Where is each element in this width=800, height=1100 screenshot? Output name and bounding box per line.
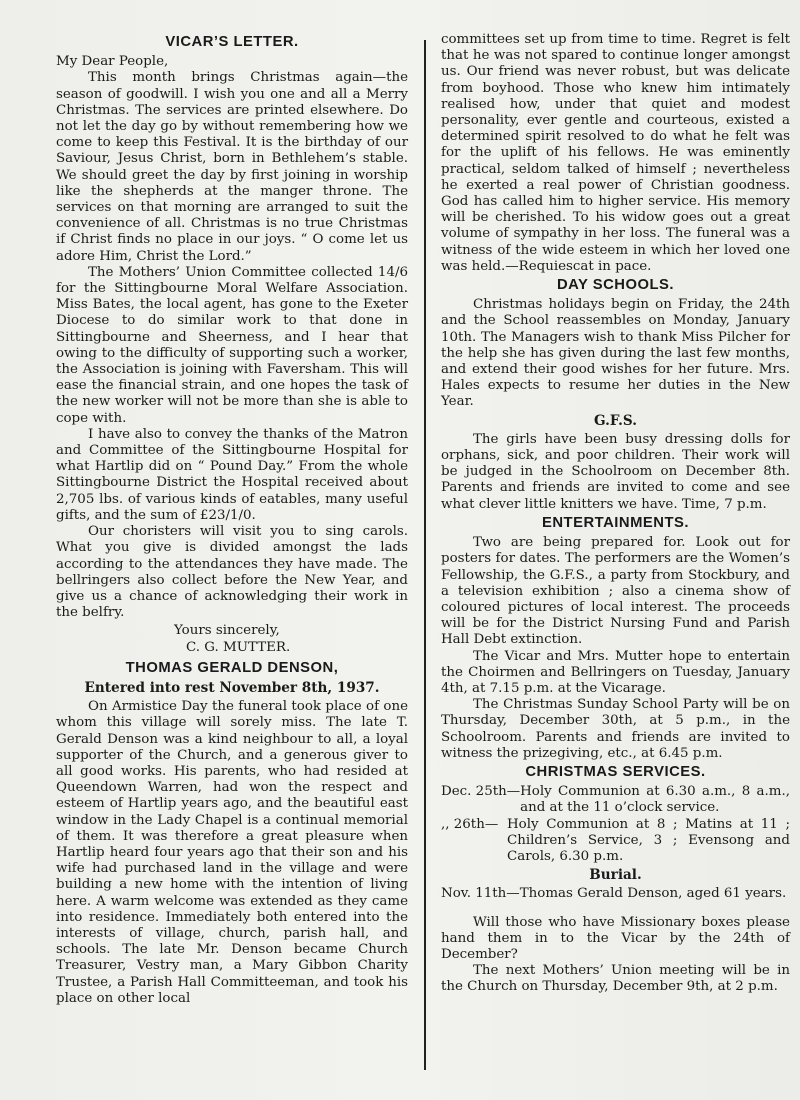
burial-entry — [441, 886, 790, 902]
service-text: Holy Communion at 6.30 a.m., 8 a.m., and at the 11 o’clock service. — [520, 784, 790, 816]
entertainments-heading: ENTERTAINMENTS. — [542, 514, 689, 531]
burial-heading: Burial. — [589, 867, 642, 884]
letter-paragraph: This month brings Christmas again—the season of goodwill. I wish you one and all a Merry Christmas. The services are printed elsewhere. Do not let the day go by without remembering how we come to keep this Festival. It is the birthday of our Saviour, Jesus Christ, born in Bethlehem’s stable. We should greet the day by first joining in worship like the shepherds at the manger throne. The services on that morning are arranged to suit the convenience of all. Christmas is no true Christmas if Christ finds no place in our joys. “ O come let us adore Him, Christ the Lord.” — [56, 70, 408, 264]
entertainments-text: Two are being prepared for. Look out for posters for dates. The performers are the Women’s Fellowship, the G.F.S., a party from Stockbury, and a television exhibition ; also a cinema show of coloured pictures of local interest. The proceeds will be for the District Nursing Fund and Parish Hall Debt extinction. — [441, 535, 790, 648]
letter-closing: Yours sincerely, — [174, 623, 280, 639]
burial-date: Nov. 11th— — [441, 886, 520, 902]
obituary-heading: THOMAS GERALD DENSON, — [125, 659, 339, 676]
service-date: Dec. 25th— — [441, 784, 521, 800]
letter-paragraph: The Mothers’ Union Committee collected 14/6 for the Sittingbourne Moral Welfare Association. Miss Bates, the local agent, has gone to the Exeter Diocese to do similar work to that done in Sittingbourne and Sheerness, and I hear that owing to the difficulty of supporting such a worker, the Association is joining with Faversham. This will ease the financial strain, and one hopes the task of the new worker will not be more than she is able to cope with. — [56, 264, 408, 426]
service-entry — [441, 817, 790, 866]
day-schools-text: Christmas holidays begin on Friday, the 24th and the School reassembles on Monday, January 10th. The Managers wish to thank Miss Pilcher for the help she has given during the last few months, and extend their good wishes for her future. Mrs. Hales expects to resume her duties in the New Year. — [441, 297, 790, 410]
gfs-heading: G.F.S. — [594, 412, 637, 429]
entertainments-text: The Christmas Sunday School Party will be on Thursday, December 30th, at 5 p.m., in the Schoolroom. Parents and friends are invited to witness the prizegiving, etc., at 6.45 p.m. — [441, 697, 790, 761]
left-column — [56, 32, 408, 1007]
vicars-letter-heading: VICAR’S LETTER. — [165, 34, 299, 50]
service-date: ,, 26th— — [441, 816, 499, 832]
missionary-notice: Will those who have Missionary boxes please hand them in to the Vicar by the 24th of December? — [441, 914, 790, 962]
obituary-paragraph: On Armistice Day the funeral took place of one whom this village will sorely miss. The late T. Gerald Denson was a kind neighbour to all, a loyal supporter of the Church, and a generous giver to all good works. His parents, who had resided at Queendown Warren, had won the respect and esteem of Hartlip years ago, and the beautiful east window in the Lady Chapel is a continual memorial of them. It was therefore a great pleasure when Hartlip heard four years ago that their son and his wife had purchased land in the village and were building a new home with the intention of living here. A warm welcome was extended as they came into residence. Immediately both entered into the interests of village, church, parish hall, and schools. The late Mr. Denson became Church Treasurer, Vestry man, a Mary Gibbon Charity Trustee, a Parish Hall Committeeman, and took his place on other local — [56, 699, 408, 1006]
day-schools-heading: DAY SCHOOLS. — [556, 277, 674, 294]
entertainments-text: The Vicar and Mrs. Mutter hope to entertain the Choirmen and Bellringers on Tuesday, January 4th, at 7.15 p.m. at the Vicarage. — [441, 648, 790, 696]
gfs-text: The girls have been busy dressing dolls for orphans, sick, and poor children. Their work will be judged in the Schoolroom on December 8th. Parents and friends are invited to come and see what clever little knitters we have. Time, 7 p.m. — [441, 431, 790, 512]
letter-paragraph: Our choristers will visit you to sing carols. What you give is divided amongst the lads according to the attendances they have made. The bellringers also collect before the New Year, and give us a chance of acknowledging their work in the belfry. — [56, 524, 408, 621]
service-entry — [441, 784, 790, 816]
right-column — [441, 32, 790, 996]
mothers-union-notice: The next Mothers’ Union meeting will be in the Church on Thursday, December 9th, at 2 p.m. — [441, 963, 790, 995]
christmas-services-heading: CHRISTMAS SERVICES. — [525, 763, 706, 780]
burial-text: Thomas Gerald Denson, aged 61 years. — [519, 886, 787, 902]
spacer — [441, 903, 790, 915]
column-divider — [424, 40, 426, 1070]
salutation: My Dear People, — [56, 54, 169, 70]
letter-signature: C. G. MUTTER. — [186, 639, 291, 655]
service-text: Holy Communion at 8 ; Matins at 11 ; Children’s Service, 3 ; Evensong and Carols, 6.30 p.m. — [507, 816, 790, 864]
obituary-continued: committees set up from time to time. Regret is felt that he was not spared to continue longer amongst us. Our friend was never robust, but was delicate from boyhood. Those who knew him intimately realised how, under that quiet and modest personality, ever gentle and courteous, existed a determined spirit resolved to do what he felt was for the uplift of his fellows. He was eminently practical, seldom talked of himself ; nevertheless he exerted a real power of Christian goodness. God has called him to higher service. His memory will be cherished. To his widow goes out a great volume of sympathy in her loss. The funeral was a witness of the wide esteem in which her loved one was held.—Requiescat in pace. — [441, 32, 790, 274]
letter-paragraph: I have also to convey the thanks of the Matron and Committee of the Sittingbourne Hospital for what Hartlip did on “ Pound Day.” From the whole Sittingbourne District the Hospital received about 2,705 lbs. of various kinds of eatables, many useful gifts, and the sum of £23/1/0. — [56, 426, 408, 523]
obituary-subheading: Entered into rest November 8th, 1937. — [84, 679, 380, 696]
